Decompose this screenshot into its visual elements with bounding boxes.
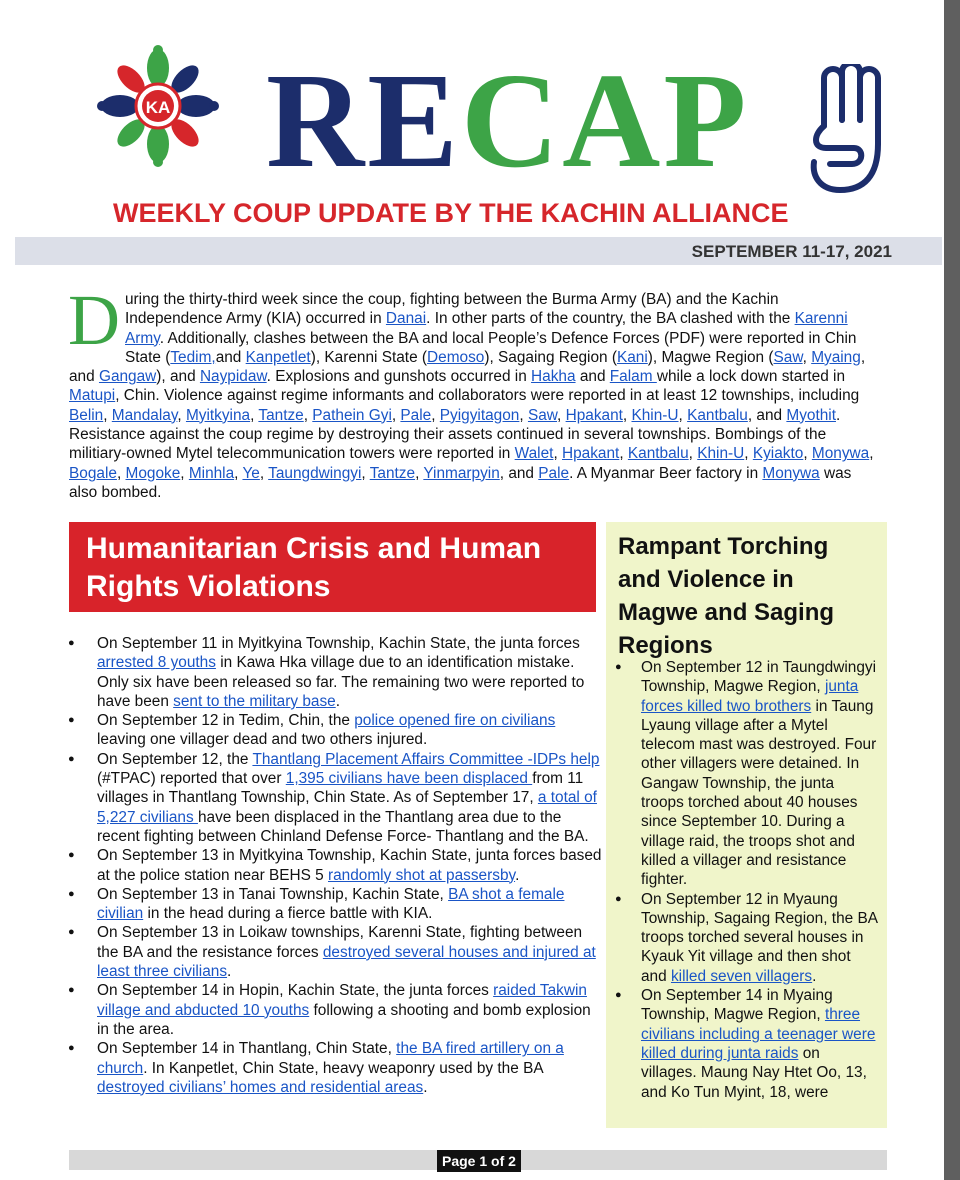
news-link[interactable]: Kani [616, 348, 648, 366]
masthead-title-part1: RE [266, 46, 461, 196]
news-link[interactable]: Tedim, [170, 348, 216, 366]
news-link[interactable]: Falam [609, 368, 657, 386]
body-text: . [423, 1078, 428, 1096]
sidebar-item [606, 890, 887, 986]
body-text: following a shooting and bomb explosion in the area. [97, 1001, 591, 1038]
news-link[interactable]: Pale [538, 464, 570, 482]
masthead-title [266, 46, 749, 196]
news-link[interactable]: Monywa [762, 464, 820, 482]
body-text: , Chin. Violence against regime informants and collaborators were reported in at least 12 townships, including [115, 387, 860, 405]
body-text: , [415, 464, 424, 482]
news-link[interactable]: Khin-U [697, 445, 745, 463]
news-link[interactable]: three civilians including a teenager were killed during junta raids [641, 1006, 876, 1062]
body-text: while a lock down started in [656, 368, 846, 386]
body-text: was also bombed. [69, 464, 852, 501]
body-text: from 11 villages in Thantlang Township, Chin State. As of September 17, [97, 770, 584, 807]
sidebar-item [606, 986, 887, 1102]
logo-monogram: KA [145, 98, 171, 117]
body-text: , [391, 406, 401, 424]
humanitarian-item [66, 846, 606, 885]
body-text: ), Karenni State ( [310, 348, 428, 366]
news-link[interactable]: destroyed several houses and injured at least three civilians [97, 943, 596, 981]
body-text: , and [747, 406, 787, 424]
humanitarian-item [66, 711, 606, 750]
news-link[interactable]: Myothit [786, 406, 836, 424]
humanitarian-heading: Humanitarian Crisis and Human Rights Violations [86, 532, 542, 603]
news-link[interactable]: Monywa [811, 445, 870, 463]
body-text: in Kawa Hka village due to an identification mistake. Only six have been released so far. The remaining two were reported to have been [97, 654, 585, 710]
drop-cap: D [68, 280, 120, 360]
body-text: . In Kanpetlet, Chin State, heavy weaponry used by the BA [143, 1059, 543, 1077]
news-link[interactable]: Naypidaw [199, 368, 267, 386]
news-link[interactable]: arrested 8 youths [97, 654, 216, 672]
body-text: , and [69, 348, 866, 386]
body-text: On September 12 in Tedim, Chin, the [97, 712, 355, 730]
news-link[interactable]: randomly shot at passersby [328, 866, 516, 884]
body-text: . In other parts of the country, the BA clashed with the [426, 310, 795, 328]
body-text: On September 14 in Thantlang, Chin State, [97, 1040, 397, 1058]
news-link[interactable]: Saw [773, 348, 803, 366]
sidebar-list [606, 658, 887, 1102]
body-text: On September 11 in Myitkyina Township, Kachin State, the junta forces [97, 635, 580, 652]
news-link[interactable]: Gangaw [98, 368, 157, 386]
news-link[interactable]: Kantbalu [687, 406, 748, 424]
body-text: . [515, 866, 520, 884]
news-link[interactable]: BA shot a female civilian [97, 885, 565, 923]
sidebar-box [606, 522, 887, 1128]
news-link[interactable]: 1,395 civilians have been displaced [285, 770, 533, 788]
news-link[interactable]: Khin-U [631, 406, 679, 424]
news-link[interactable]: Pathein Gyi [312, 406, 392, 424]
news-link[interactable]: a total of 5,227 civilians [97, 789, 597, 826]
body-text: On September 13 in Myitkyina Township, Kachin State, junta forces based at the police station near BEHS 5 [97, 847, 602, 884]
news-link[interactable]: Ye [242, 464, 260, 482]
news-link[interactable]: Taungdwingyi [268, 464, 362, 482]
newsletter-subtitle: WEEKLY COUP UPDATE BY THE KACHIN ALLIANCE [113, 198, 789, 228]
news-link[interactable]: Belin [69, 406, 104, 424]
news-link[interactable]: sent to the military base [173, 692, 336, 710]
news-link[interactable]: Saw [527, 406, 558, 424]
body-text: in the head during a fierce battle with KIA. [143, 905, 433, 923]
sidebar-item [606, 658, 887, 890]
body-text: , [622, 406, 632, 424]
body-text: have been displaced in the Thantlang area due to the recent fighting between Chinland Defense Force- Thantlang and the BA. [97, 808, 589, 845]
body-text: , [557, 406, 566, 424]
body-text: On September 12 in Myaung Township, Sagaing Region, the BA troops torched several houses in Kyauk Yit village and then shot and [641, 890, 878, 985]
news-link[interactable]: Minhla [188, 464, 235, 482]
news-link[interactable]: Kanpetlet [245, 348, 311, 366]
body-text: . A Myanmar Beer factory in [569, 464, 763, 482]
news-link[interactable]: junta forces killed two brothers [641, 678, 859, 715]
news-link[interactable]: Pyigyitagon [439, 406, 520, 424]
body-text: on villages. Maung Nay Htet Oo, 13, and Ko Tun Myint, 18, were [641, 1044, 867, 1101]
body-text: , [519, 406, 528, 424]
humanitarian-section-header [69, 522, 596, 612]
news-link[interactable]: Hpakant [562, 445, 620, 463]
body-text: ), Magwe Region ( [647, 348, 774, 366]
body-text: On September 14 in Myaing Township, Magwe Region, [641, 987, 833, 1024]
humanitarian-item [66, 885, 606, 924]
news-link[interactable]: Kantbalu [627, 445, 689, 463]
body-text: , [361, 464, 370, 482]
humanitarian-list [66, 634, 606, 1097]
news-link[interactable]: the BA fired artillery on a church [97, 1040, 564, 1077]
body-text: , [250, 406, 259, 424]
body-text: in Taung Lyaung village after a Mytel telecom mast was destroyed. Four other villagers were detained. In Gangaw Township, the junta troops torched about 40 houses since September 10. During a village raid, the troops shot and killed a villager and resistance fighter. [641, 697, 877, 889]
news-link[interactable]: raided Takwin village and abducted 10 youths [97, 982, 587, 1019]
body-text: . [812, 967, 817, 985]
news-link[interactable]: Tantze [369, 464, 416, 482]
news-link[interactable]: Walet [514, 445, 554, 463]
body-text: and [575, 368, 610, 386]
body-text: On September 13 in Loikaw townships, Karenni State, fighting between the BA and the resistance forces [97, 924, 583, 961]
body-text: ), Sagaing Region ( [484, 348, 617, 366]
news-link[interactable]: Myitkyina [185, 406, 251, 424]
body-text: , [553, 445, 562, 463]
humanitarian-item [66, 634, 606, 711]
body-text: . Resistance against the coup regime by destroying their assets continued in several townships. Bombings of the militiary-owned Mytel telecommunication towers were reported in [69, 406, 841, 463]
body-text: , [431, 406, 440, 424]
body-text: , [678, 406, 688, 424]
body-text: , [688, 445, 698, 463]
date-banner [15, 237, 942, 265]
news-link[interactable]: Mogoke [125, 464, 181, 482]
news-link[interactable]: destroyed civilians’ homes and residential areas [97, 1078, 424, 1096]
news-link[interactable]: Myaing [811, 348, 861, 366]
body-text: On September 12 in Taungdwingyi Township, Magwe Region, [641, 659, 876, 696]
news-link[interactable]: Thantlang Placement Affairs Committee -IDPs help [252, 750, 600, 768]
intro-paragraph [68, 280, 875, 502]
body-text: , [869, 445, 874, 463]
news-link[interactable]: Demoso [427, 348, 485, 366]
masthead-title-part2: CAP [460, 46, 750, 196]
body-text: , [116, 464, 126, 482]
body-text: (#TPAC) reported that over [97, 770, 286, 788]
body-text: , [803, 445, 812, 463]
body-text: , [802, 348, 812, 366]
news-link[interactable]: Yinmarpyin [423, 464, 500, 482]
news-link[interactable]: Pale [400, 406, 432, 424]
body-text: and [215, 348, 246, 366]
body-text: , [234, 464, 243, 482]
body-text: . Additionally, clashes between the BA and local People’s Defence Forces (PDF) were reported in Chin State ( [125, 329, 857, 366]
body-text: . [335, 692, 340, 710]
humanitarian-item [66, 1039, 606, 1097]
news-link[interactable]: Hakha [531, 368, 576, 386]
body-text: On September 12, the [97, 750, 253, 768]
body-text: . Explosions and gunshots occurred in [266, 368, 532, 386]
body-text: ), and [156, 368, 200, 386]
news-link[interactable]: police opened fire on civilians [354, 712, 556, 730]
kachin-alliance-logo [96, 44, 220, 168]
news-link[interactable]: Mandalay [111, 406, 178, 424]
body-text: uring the thirty-third week since the coup, fighting between the Burma Army (BA) and the Kachin Independence Army (KIA) occurred in [125, 291, 779, 328]
issue-date: SEPTEMBER 11-17, 2021 [691, 242, 892, 261]
humanitarian-item [66, 923, 606, 981]
page-indicator: Page 1 of 2 [437, 1150, 521, 1172]
news-link[interactable]: Tantze [258, 406, 304, 424]
body-text: , [259, 464, 269, 482]
body-text: . [227, 963, 232, 981]
sidebar-heading: Rampant Torching and Violence in Magwe and Saging Regions [618, 533, 835, 659]
three-finger-salute-icon [806, 64, 892, 196]
humanitarian-item [66, 750, 606, 846]
news-link[interactable]: Danai [385, 310, 427, 328]
body-text: , [177, 406, 186, 424]
body-text: , [180, 464, 189, 482]
body-text: leaving one villager dead and two others injured. [97, 731, 428, 749]
body-text: On September 14 in Hopin, Kachin State, the junta forces [97, 982, 494, 1000]
news-link[interactable]: Karenni Army [125, 310, 848, 347]
intro-body [68, 280, 874, 501]
body-text: , [619, 445, 628, 463]
humanitarian-item [66, 981, 606, 1039]
body-text: , [744, 445, 753, 463]
news-link[interactable]: Kyiakto [752, 445, 804, 463]
body-text: , and [499, 464, 539, 482]
news-link[interactable]: killed seven villagers [670, 967, 813, 985]
body-text: , [303, 406, 313, 424]
body-text: , [103, 406, 112, 424]
news-link[interactable]: Hpakant [565, 406, 623, 424]
news-link[interactable]: Bogale [69, 464, 117, 482]
body-text: On September 13 in Tanai Township, Kachin State, [97, 885, 449, 903]
news-link[interactable]: Matupi [69, 387, 116, 405]
